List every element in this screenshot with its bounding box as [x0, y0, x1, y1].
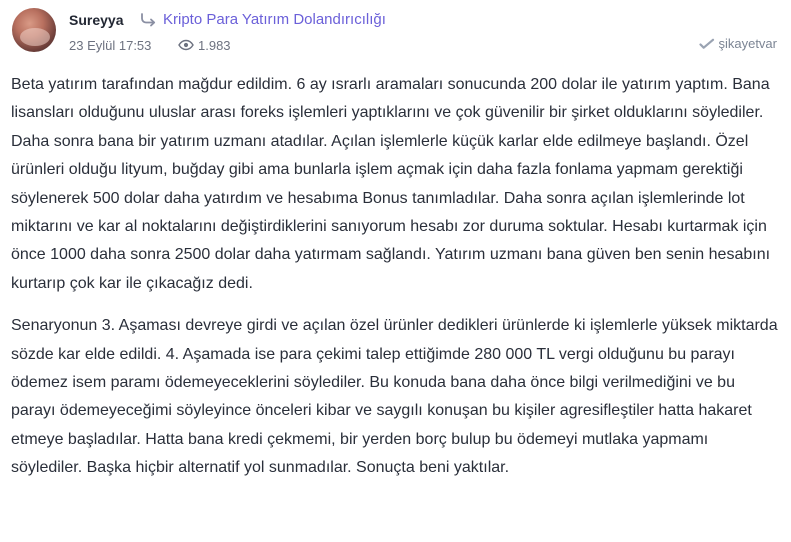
topic-link[interactable]: Kripto Para Yatırım Dolandırıcılığı [163, 11, 386, 28]
brand-name: şikayetvar [718, 36, 777, 51]
avatar[interactable] [12, 8, 56, 52]
paragraph-2: Senaryonun 3. Aşaması devreye girdi ve açılan özel ürünler dedikleri ürünlerde ki işlemlerle yüksek miktarda sözde kar elde edildi. 4. Aşamada ise para çekimi talep ettiğimde 280 000 TL vergi olduğunu bu parayı ödemez isem paramı ödemeyeceklerini söylediler. Bu konuda bana daha önce bilgi verilmediğini ve bu parayı ödemeyeceğimi söyleyince önceleri kibar ve saygılı konuşan bu kişiler agresifleştiler hatta hakaret etmeye başladılar. Hatta bana kredi çekmemi, bir yerden borç bulup bu ödemeyi mutlaka yapmamı söylediler. Başka hiçbir alternatif yol sunmadılar. Sonuçta beni yaktılar. [11, 317, 778, 477]
view-count: 1.983 [198, 38, 231, 53]
checkmark-logo-icon [699, 38, 715, 50]
brand-logo[interactable] [699, 36, 777, 51]
share-arrow-icon [140, 11, 158, 27]
paragraph-1: Beta yatırım tarafından mağdur edildim. 6 ay ısrarlı aramaları sonucunda 200 dolar ile yatırım yaptım. Bana lisansları olduğunu uluslar arası foreks işlemleri yaptıklarını ve çok güvenilir bir şirket olduklarını söylediler. Daha sonra bana bir yatırım uzmanı atadılar. Açılan işlemlerle küçük karlar elde edilmeye başlandı. Özel ürünleri olduğu lityum, buğday gibi ama bunlarla işlem açmak için daha fazla fonlama yapmam gerektiği söylenerek 500 dolar daha yatırdım ve hesabıma Bonus tanımladılar. Daha sonra açılan işlemlerinde lot miktarını ve kar al noktalarını değiştirdiklerini sanıyorum hesabı zor duruma soktular. Hesabı kurtarmak için önce 1000 daha sonra 2500 dolar daha yatırmam sağlandı. Yatırım uzmanı bana güven ben senin hesabını kurtarıp çok kar ile çıkacağız dedi. [11, 76, 771, 292]
post-header [12, 8, 777, 60]
eye-icon [178, 39, 194, 51]
author-name[interactable]: Sureyya [69, 12, 124, 28]
complaint-text [11, 71, 781, 497]
post-date: 23 Eylül 17:53 [69, 38, 152, 53]
